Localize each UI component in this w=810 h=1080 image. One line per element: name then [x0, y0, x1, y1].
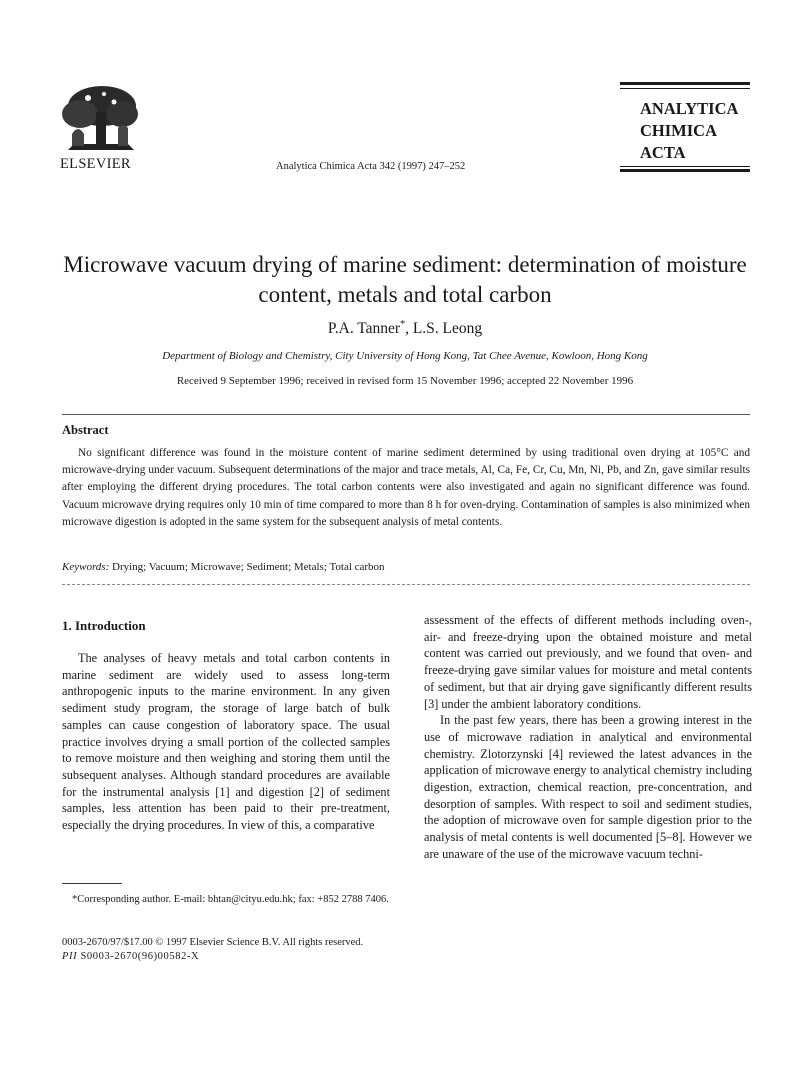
journal-rule-bottom	[620, 169, 750, 172]
abstract-heading: Abstract	[62, 423, 109, 437]
copyright-line: 0003-2670/97/$17.00 © 1997 Elsevier Science B.V. All rights reserved.	[62, 937, 364, 948]
corresponding-author-footnote: *Corresponding author. E-mail: bhtan@cityu.edu.hk; fax: +852 2788 7406.	[72, 894, 389, 905]
intro-paragraph-2: In the past few years, there has been a growing interest in the use of microwave radiation in analytical and environmental chemistry. Zlotorzynski [4] reviewed the latest advances in the application of microwave energy to analytical chemistry including digestion, extraction, chemical reaction, pre-concentration, and desorption of samples. With respect to soil and sediment studies, the adoption of microwave oven for sample digestion prior to the analysis of metal contents is well documented [5–8]. However we are unaware of the use of the microwave vacuum techni-	[424, 713, 752, 861]
intro-paragraph-1-continued: assessment of the effects of different methods including oven-, air- and freeze-drying upon the obtained moisture and metal content was carried out previously, and we found that oven- and freeze-drying gave similar values for moisture and metal contents of sediment, but that air drying gave significantly different results [3] under the ambient laboratory conditions.	[424, 613, 752, 711]
journal-title	[640, 98, 738, 164]
right-column	[424, 612, 752, 863]
journal-rule-top	[620, 82, 750, 85]
journal-title-line-3: ACTA	[640, 143, 686, 162]
elsevier-tree-logo	[58, 84, 142, 154]
pii-number: S0003-2670(96)00582-X	[80, 951, 200, 962]
keywords-list: Drying; Vacuum; Microwave; Sediment; Metals; Total carbon	[112, 561, 385, 573]
affiliation: Department of Biology and Chemistry, City University of Hong Kong, Tat Chee Avenue, Kowloon, Hong Kong	[162, 350, 648, 362]
divider-bottom	[62, 584, 750, 585]
intro-paragraph-1: The analyses of heavy metals and total carbon contents in marine sediment are widely used to assess long-term anthropogenic inputs to the marine environment. In any given sediment study program, the storage of large batch of bulk samples can cause congestion of laboratory space. The usual practice involves drying a small portion of the collected samples to remove moisture and then weighing and storing them until the subsequent analyses. Although standard procedures are available for the instrumental analysis [1] and digestion [2] of sediment samples, less attention has been paid to their pre-treatment, especially the drying procedures. In view of this, a comparative	[62, 651, 390, 833]
publisher-name: ELSEVIER	[60, 156, 131, 172]
journal-title-box	[620, 82, 750, 174]
journal-rule-bottom-thin	[620, 166, 750, 167]
journal-title-line-1: ANALYTICA	[640, 99, 739, 118]
journal-citation: Analytica Chimica Acta 342 (1997) 247–252	[276, 161, 466, 172]
copyright-block	[62, 936, 363, 964]
left-column	[62, 650, 390, 834]
author-1: P.A. Tanner	[327, 320, 401, 338]
author-list	[40, 319, 770, 338]
pii-label: PII	[62, 951, 78, 962]
pii-line	[62, 950, 363, 964]
article-title: Microwave vacuum drying of marine sediment: determination of moisture content, metals and total carbon	[63, 252, 747, 307]
footnote-rule	[62, 883, 122, 884]
received-dates: Received 9 September 1996; received in revised form 15 November 1996; accepted 22 November 1996	[176, 375, 634, 387]
corresponding-mark: *	[400, 319, 406, 330]
author-separator: ,	[405, 320, 413, 338]
journal-title-line-2: CHIMICA	[640, 121, 717, 140]
keywords-label: Keywords:	[62, 561, 110, 573]
section-heading-introduction: 1. Introduction	[62, 618, 146, 633]
keywords	[62, 561, 385, 573]
journal-rule-top-thin	[620, 88, 750, 89]
author-2: L.S. Leong	[412, 320, 483, 338]
divider-top	[62, 414, 750, 415]
abstract-text: No significant difference was found in the moisture content of marine sediment determined by using traditional oven drying at 105°C and microwave-drying under vacuum. Subsequent determinations of the major and trace metals, Al, Ca, Fe, Cr, Cu, Mn, Ni, Pb, and Zn, gave similar results after employing the different drying procedures. The total carbon contents were also investigated and again no significant difference was found. Vacuum microwave drying requires only 10 min of time compared to more than 8 h for oven-drying. Contamination of samples is also minimized when microwave digestion is adopted in the same system for the subsequent analysis of metal contents.	[62, 447, 750, 528]
